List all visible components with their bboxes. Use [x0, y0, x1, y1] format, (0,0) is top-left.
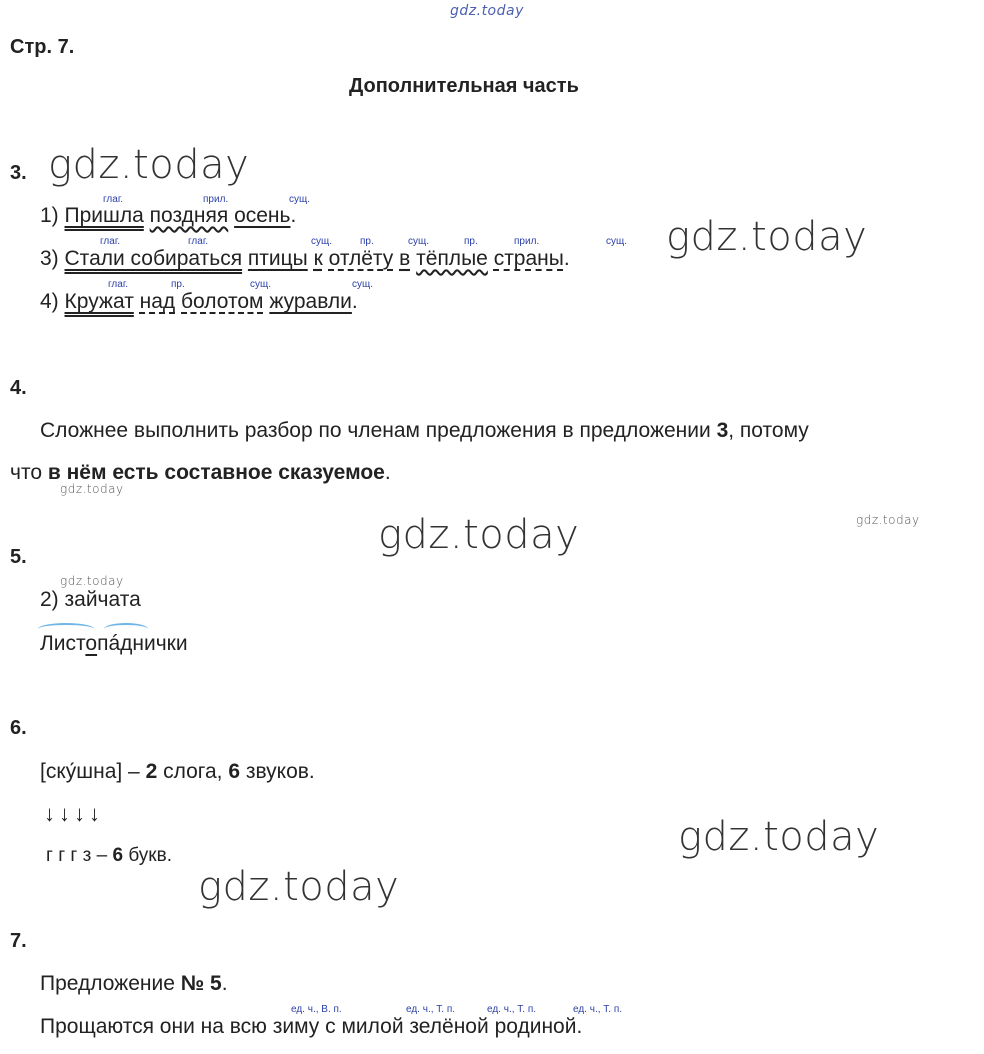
text: .	[221, 972, 228, 995]
watermark-8: gdz.today	[198, 864, 400, 910]
annotation: прил.	[514, 236, 540, 247]
watermark-top: gdz.today	[450, 3, 524, 19]
annotation: ед. ч., Т. п.	[573, 1004, 623, 1015]
annotation: сущ.	[250, 279, 272, 290]
text: , потому	[728, 419, 809, 442]
watermark-3: gdz.today	[60, 482, 124, 496]
annotation: сущ.	[606, 236, 628, 247]
annotation: глаг.	[100, 236, 121, 247]
task7-line1	[40, 972, 228, 996]
adverbial-word: в	[399, 247, 411, 270]
sentence-end: .	[351, 290, 358, 313]
task6-line1	[40, 760, 315, 784]
text: Предложение	[40, 972, 181, 995]
subject-word: птицы	[247, 247, 308, 270]
bold-text: 3	[716, 419, 729, 442]
arrows: ↓↓↓↓	[44, 801, 104, 826]
annotation: прил.	[203, 194, 229, 205]
text: с	[325, 1015, 336, 1038]
task3-number: 3.	[10, 162, 27, 184]
attribute-word: тёплые	[416, 247, 488, 270]
annotation: ед. ч., Т. п.	[487, 1004, 537, 1015]
annotation: сущ.	[289, 194, 311, 205]
text: –	[91, 845, 113, 866]
adverbial-word: над	[139, 290, 176, 313]
annotation: сущ.	[408, 236, 430, 247]
subject-word: журавли	[269, 290, 352, 313]
task3-line3	[40, 290, 358, 314]
annotation: глаг.	[108, 279, 129, 290]
word-part: и	[175, 632, 188, 655]
text: Сложнее выполнить разбор по членам предложения в предложении	[40, 419, 717, 442]
word-part: пáдничк	[97, 632, 176, 655]
task3-line1	[40, 204, 296, 228]
task7-line2	[40, 1015, 582, 1039]
adverbial-word: к	[313, 247, 323, 270]
text: милой	[341, 1015, 404, 1038]
bold-text: 6	[112, 845, 124, 866]
task5-word	[40, 632, 188, 656]
text: родиной	[494, 1015, 577, 1038]
text: слога,	[157, 760, 229, 783]
watermark-2: gdz.today	[666, 214, 868, 260]
text: зелёной	[409, 1015, 489, 1038]
item-prefix: 4)	[40, 290, 65, 313]
predicate-word: Пришла	[64, 204, 144, 227]
sentence-end: .	[576, 1015, 583, 1038]
page-label: Стр. 7.	[10, 36, 75, 58]
task4-line1	[40, 419, 809, 443]
adverbial-word: страны	[493, 247, 564, 270]
subject-word: осень	[234, 204, 291, 227]
text: .	[384, 461, 391, 484]
watermark-4: gdz.today	[378, 512, 580, 558]
watermark-7: gdz.today	[678, 814, 880, 860]
annotation: пр.	[171, 279, 185, 290]
attribute-word: поздняя	[149, 204, 229, 227]
letters: г г г з	[46, 845, 92, 866]
predicate-word: Стали собираться	[64, 247, 243, 270]
annotation: глаг.	[188, 236, 209, 247]
task3-line2	[40, 247, 570, 271]
task4-line2	[10, 461, 391, 485]
bold-text: 2	[145, 760, 158, 783]
sentence-end: .	[563, 247, 570, 270]
task6-line3	[46, 845, 172, 867]
watermark-5: gdz.today	[856, 513, 920, 527]
text: звуков.	[240, 760, 315, 783]
task4-number: 4.	[10, 377, 27, 399]
task7-number: 7.	[10, 930, 27, 952]
adverbial-word: отлёту	[328, 247, 394, 270]
annotation: пр.	[360, 236, 374, 247]
annotation: ед. ч., В. п.	[291, 1004, 342, 1015]
text: букв.	[123, 845, 172, 866]
task5-number: 5.	[10, 546, 27, 568]
text: всю зиму	[229, 1015, 320, 1038]
annotation: сущ.	[311, 236, 333, 247]
annotation: пр.	[464, 236, 478, 247]
word-part: Лист	[40, 632, 86, 655]
transcription: [ску́шна]	[40, 760, 123, 783]
text: –	[122, 760, 146, 783]
task6-number: 6.	[10, 717, 27, 739]
item-prefix: 3)	[40, 247, 65, 270]
watermark-1: gdz.today	[48, 142, 250, 188]
adverbial-word: болотом	[181, 290, 264, 313]
task5-line1: 2) зайчата	[40, 588, 141, 611]
section-title: Дополнительная часть	[349, 75, 579, 97]
annotation: сущ.	[352, 279, 374, 290]
text: что	[10, 461, 48, 484]
item-prefix: 1)	[40, 204, 65, 227]
text: Прощаются они на	[40, 1015, 224, 1038]
bold-text: в нём есть составное сказуемое	[47, 461, 385, 484]
watermark-6: gdz.today	[60, 574, 124, 588]
word-part-underlined: о	[85, 632, 98, 655]
bold-text: 6	[228, 760, 241, 783]
bold-text: № 5	[180, 972, 222, 995]
annotation: ед. ч., Т. п.	[406, 1004, 456, 1015]
predicate-word: Кружат	[64, 290, 134, 313]
annotation: глаг.	[103, 194, 124, 205]
sentence-end: .	[290, 204, 297, 227]
